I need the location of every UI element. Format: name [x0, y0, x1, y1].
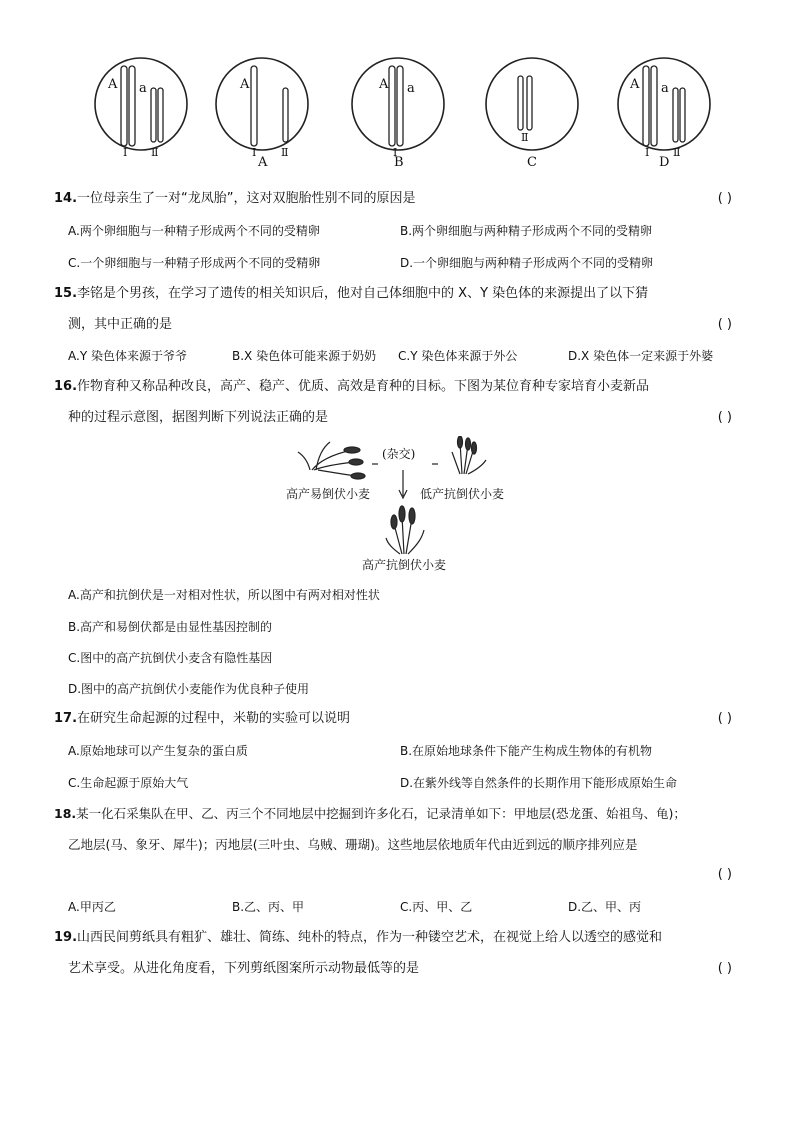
option-18-b: B.乙、丙、甲 [232, 900, 305, 914]
left-wheat-label: 高产易倒伏小麦 [286, 487, 371, 501]
option-16-d: D.图中的高产抗倒伏小麦能作为优良种子使用 [68, 682, 310, 696]
cell-original [95, 58, 187, 150]
chromosome-label-I: Ⅰ [393, 146, 398, 159]
question-15-stem-cont: 测，其中正确的是 [68, 317, 173, 332]
option-16-a: A.高产和抗倒伏是一对相对性状，所以图中有两对相对性状 [68, 588, 380, 602]
option-15-a: A.Y 染色体来源于爷爷 [68, 349, 187, 363]
option-18-d: D.乙、甲、丙 [568, 900, 642, 914]
question-16-stem-cont: 种的过程示意图，据图判断下列说法正确的是 [68, 410, 329, 425]
question-text: 李铭是个男孩，在学习了遗传的相关知识后，他对自己体细胞中的 X、Y 染色体的来源提出了以下猜 [77, 286, 649, 301]
gene-label-A: A [630, 77, 640, 92]
cell-d [618, 58, 710, 150]
option-14-c: C.一个卵细胞与一种精子形成两个不同的受精卵 [68, 256, 321, 270]
chromosome-label-I: Ⅰ [123, 146, 128, 159]
wheat-plant-icon [298, 442, 365, 479]
answer-blank-14[interactable]: ( ) [717, 191, 732, 206]
answer-blank-15[interactable]: ( ) [717, 317, 732, 332]
question-15-stem [54, 286, 648, 302]
question-19-stem-cont: 艺术享受。从进化角度看，下列剪纸图案所示动物最低等的是 [68, 961, 420, 976]
answer-blank-17[interactable]: ( ) [717, 711, 732, 726]
question-text: 某一化石采集队在甲、乙、丙三个不同地层中挖掘到许多化石，记录清单如下：甲地层(恐龙蛋、始祖鸟、龟)； [76, 806, 686, 821]
question-19-stem [54, 930, 662, 946]
answer-blank-19[interactable]: ( ) [717, 961, 732, 976]
wheat-plant-icon [386, 506, 424, 554]
cell-caption-d: D [659, 155, 670, 170]
question-number: 15. [54, 286, 78, 301]
question-text: 山西民间剪纸具有粗犷、雄壮、简练、纯朴的特点，作为一种镂空艺术，在视觉上给人以透空的感觉和 [77, 930, 663, 945]
option-17-c: C.生命起源于原始大气 [68, 776, 189, 790]
gene-label-A: A [379, 77, 389, 92]
chromosome-label-II: Ⅱ [151, 146, 159, 159]
question-number: 19. [54, 930, 78, 945]
option-14-a: A.两个卵细胞与一种精子形成两个不同的受精卵 [68, 224, 320, 238]
cell-caption-c: C [527, 155, 537, 170]
gene-label-A: A [108, 77, 118, 92]
option-16-c: C.图中的高产抗倒伏小麦含有隐性基因 [68, 651, 273, 665]
option-18-a: A.甲丙乙 [68, 900, 116, 914]
cross-label: (杂交) [382, 447, 416, 461]
chromosome-label-I: Ⅰ [252, 146, 257, 159]
cell-caption-a: A [258, 155, 268, 170]
gene-label-A: A [240, 77, 250, 92]
question-text: 一位母亲生了一对“龙凤胎”，这对双胞胎性别不同的原因是 [77, 191, 416, 206]
answer-blank-16[interactable]: ( ) [717, 410, 732, 425]
question-18-stem-cont: 乙地层(马、象牙、犀牛)；丙地层(三叶虫、乌贼、珊瑚)。这些地层依地质年代由近到远的顺序排列应是 [68, 837, 638, 852]
question-text: 在研究生命起源的过程中，米勒的实验可以说明 [77, 711, 351, 726]
question-number: 14. [54, 191, 78, 206]
cell-caption-b: B [394, 155, 404, 170]
question-number: 16. [54, 379, 78, 394]
question-17-stem [54, 711, 350, 727]
option-17-a: A.原始地球可以产生复杂的蛋白质 [68, 744, 248, 758]
option-17-b: B.在原始地球条件下能产生构成生物体的有机物 [400, 744, 653, 758]
question-number: 17. [54, 711, 78, 726]
question-18-stem [54, 806, 686, 822]
gene-label-a: a [139, 81, 147, 96]
question-14-stem [54, 191, 416, 207]
cell-a [216, 58, 308, 150]
option-18-c: C.丙、甲、乙 [400, 900, 473, 914]
question-16-stem [54, 379, 649, 395]
option-16-b: B.高产和易倒伏都是由显性基因控制的 [68, 620, 273, 634]
question-text: 作物育种又称品种改良，高产、稳产、优质、高效是育种的目标。下图为某位育种专家培育小麦新品 [77, 379, 650, 394]
chromosome-label-I: Ⅰ [645, 146, 650, 159]
option-17-d: D.在紫外线等自然条件的长期作用下能形成原始生命 [400, 776, 678, 790]
cell-b [352, 58, 444, 150]
cell-c [486, 58, 578, 150]
question-number: 18. [54, 806, 77, 821]
chromosome-label-II: Ⅱ [673, 146, 681, 159]
gene-label-a: a [407, 81, 415, 96]
answer-blank-18[interactable]: ( ) [717, 867, 732, 882]
right-wheat-label: 低产抗倒伏小麦 [420, 487, 505, 501]
option-14-b: B.两个卵细胞与两种精子形成两个不同的受精卵 [400, 224, 653, 238]
option-15-c: C.Y 染色体来源于外公 [398, 349, 518, 363]
option-15-d: D.X 染色体一定来源于外婆 [568, 349, 714, 363]
option-15-b: B.X 染色体可能来源于奶奶 [232, 349, 377, 363]
chromosome-label-II: Ⅱ [521, 131, 529, 144]
option-14-d: D.一个卵细胞与两种精子形成两个不同的受精卵 [400, 256, 654, 270]
gene-label-a: a [661, 81, 669, 96]
wheat-plant-icon [452, 436, 486, 474]
chromosome-label-II: Ⅱ [281, 146, 289, 159]
bottom-wheat-label: 高产抗倒伏小麦 [362, 558, 447, 572]
